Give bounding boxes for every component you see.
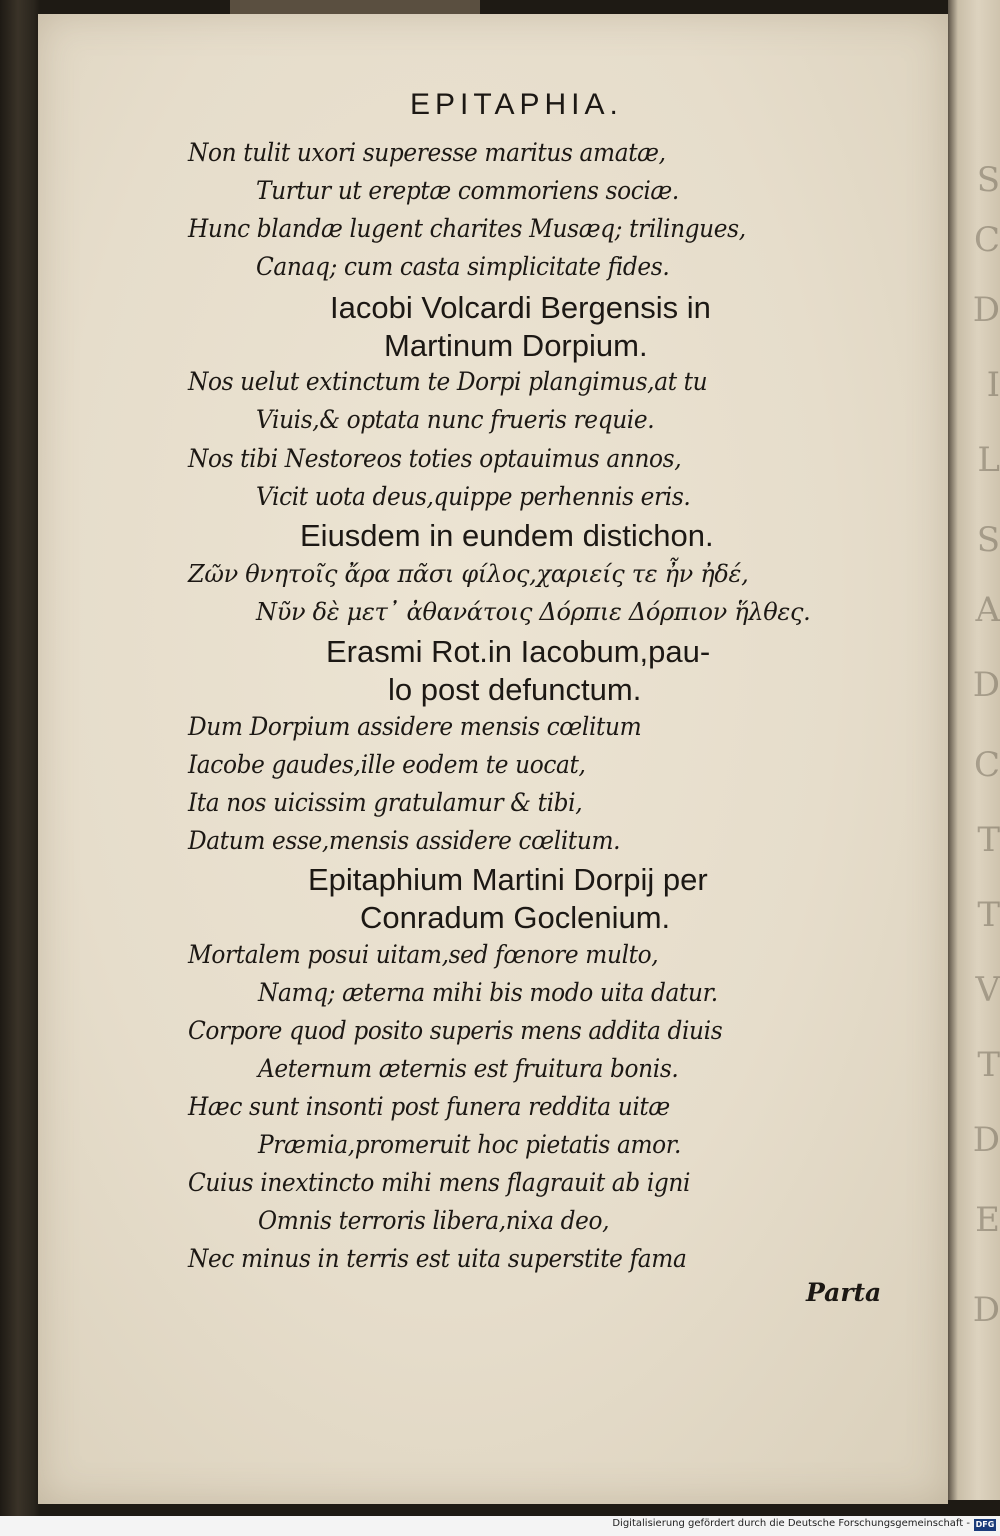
facing-letter: L (977, 440, 1000, 480)
verse-line: Viuis,& optata nunc frueris requie. (256, 405, 655, 434)
verse-line: Namq; æterna mihi bis modo uita datur. (258, 978, 718, 1007)
verse-line: Aeternum æternis est fruitura bonis. (258, 1054, 679, 1083)
facing-letter: T (977, 895, 1000, 935)
facing-letter: V (975, 970, 1000, 1010)
facing-letter: D (972, 1290, 1000, 1330)
facing-letter: A (975, 590, 1000, 630)
section-heading: Martinum Dorpium. (384, 328, 648, 363)
verse-line: Hunc blandæ lugent charites Musæq; trilingues, (188, 214, 746, 243)
book-page (38, 14, 948, 1504)
facing-letter: E (975, 1200, 1000, 1240)
verse-line: Mortalem posui uitam,sed fœnore multo, (188, 940, 659, 969)
facing-letter: D (972, 665, 1000, 705)
verse-line: Datum esse,mensis assidere cœlitum. (188, 826, 621, 855)
greek-line: Ζῶν θνητοῖς ἄρα πᾶσι φίλος,χαριείς τε ἦν ἠδέ, (188, 560, 749, 588)
dfg-logo-icon[interactable]: DFG (975, 1520, 995, 1529)
verse-line: Nec minus in terris est uita superstite fama (188, 1244, 687, 1273)
verse-line: Nos tibi Nestoreos toties optauimus annos, (188, 444, 682, 473)
verse-line: Canaq; cum casta simplicitate fides. (256, 252, 670, 281)
section-heading: Erasmi Rot.in Iacobum,pau- (326, 634, 711, 669)
verse-line: Turtur ut ereptæ commoriens sociæ. (256, 176, 679, 205)
verse-line: Iacobe gaudes,ille eodem te uocat, (188, 750, 586, 779)
facing-letter: D (972, 290, 1000, 330)
verse-line: Corpore quod posito superis mens addita diuis (188, 1016, 723, 1045)
verse-line: Præmia,promeruit hoc pietatis amor. (258, 1130, 682, 1159)
footer-bar (0, 1516, 1000, 1536)
footer-credit: Digitalisierung gefördert durch die Deutsche Forschungsgemeinschaft - (612, 1518, 970, 1529)
facing-letter: T (977, 820, 1000, 860)
verse-line: Cuius inextincto mihi mens flagrauit ab igni (188, 1168, 691, 1197)
catchword: Parta (806, 1278, 882, 1307)
facing-letter: I (986, 365, 1000, 405)
section-heading: Eiusdem in eundem distichon. (300, 518, 714, 553)
verse-line: Nos uelut extinctum te Dorpi plangimus,at tu (188, 367, 708, 396)
facing-letter: C (973, 745, 1000, 785)
section-heading: Conradum Goclenium. (360, 900, 671, 935)
verse-line: Non tulit uxori superesse maritus amatæ, (188, 138, 666, 167)
verse-line: Vicit uota deus,quippe perhennis eris. (256, 482, 691, 511)
verse-line: Dum Dorpium assidere mensis cœlitum (188, 712, 642, 741)
section-heading: lo post defunctum. (388, 672, 642, 707)
running-head: EPITAPHIA. (410, 88, 623, 121)
section-heading: Iacobi Volcardi Bergensis in (330, 290, 711, 325)
facing-letter: D (972, 1120, 1000, 1160)
verse-line: Ita nos uicissim gratulamur & tibi, (188, 788, 583, 817)
verse-line: Omnis terroris libera,nixa deo, (258, 1206, 610, 1235)
facing-letter: S (976, 520, 1000, 560)
facing-letter: T (977, 1045, 1000, 1085)
section-heading: Epitaphium Martini Dorpij per (308, 862, 708, 897)
binding-shadow (230, 0, 480, 14)
greek-line: Νῦν δὲ μετ᾽ ἀθανάτοις Δόρπιε Δόρπιον ἥλθες. (256, 598, 811, 626)
facing-letter: S (976, 160, 1000, 200)
verse-line: Hæc sunt insonti post funera reddita uitæ (188, 1092, 670, 1121)
facing-letter: C (973, 220, 1000, 260)
facing-page (948, 0, 1000, 1500)
